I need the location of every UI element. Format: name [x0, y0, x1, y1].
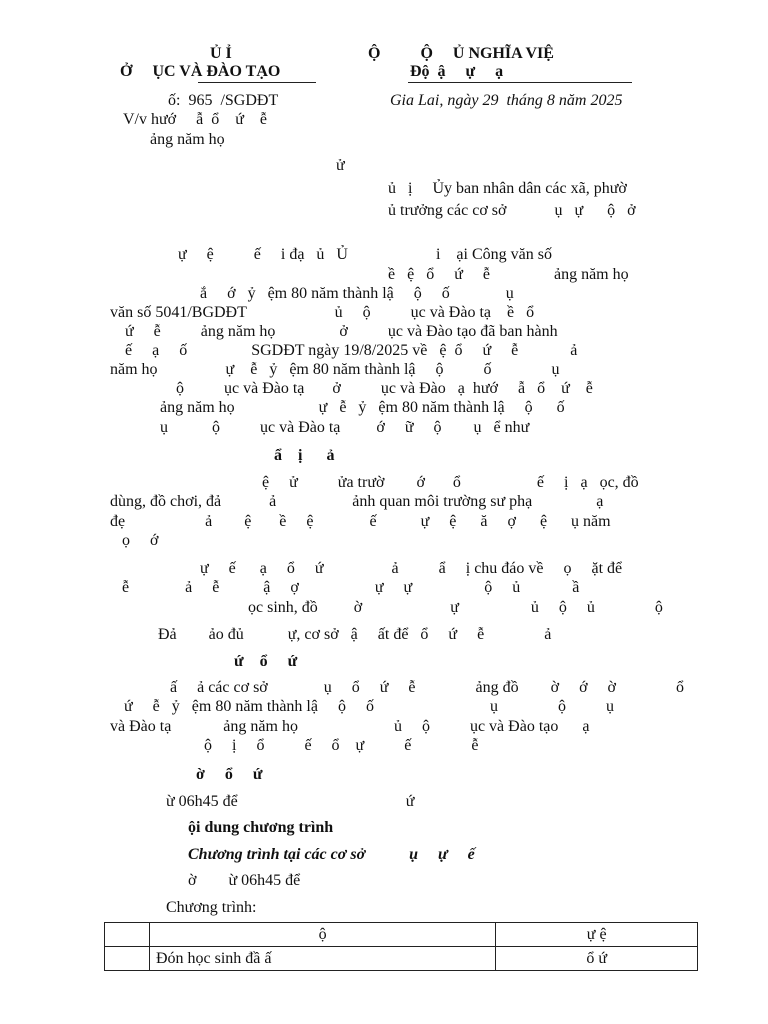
section-d-line: ứ ễ ỷ ệm 80 năm thành lậ ộ ố ụ ộ ụ [124, 698, 614, 715]
document-date: Gia Lai, ngày 29 tháng 8 năm 2025 [390, 92, 623, 109]
section-c-line: Đả ảo đủ ự, cơ sở ậ ất để ổ ứ ễ ả [158, 626, 552, 643]
motto-underline [408, 82, 632, 83]
body-line: ắ ớ ỷ ệm 80 năm thành lậ ộ ố ụ [200, 285, 514, 302]
section-d-line: ộ ị ổ ế ổ ự ế ễ [204, 737, 479, 754]
table-header-cell: ộ [149, 923, 495, 947]
section-b-line: ự ế ạ ổ ứ ả ẩ ị chu đáo về ọ ặt để [200, 560, 623, 577]
section-a-line: ọ ớ [122, 532, 159, 549]
addressee-line-2: ủ trưởng các cơ sở ụ ự ộ ở [388, 202, 636, 219]
program-table [104, 922, 698, 971]
table-cell: ổ ứ [496, 947, 698, 971]
agency-line-1: Ủ Ỉ [210, 45, 232, 62]
section-b-line: ễ ả ễ ậ ợ ự ự ộ ủ ầ [122, 579, 580, 596]
table-header-cell [105, 923, 150, 947]
subject-line-1: V/v hướ ẫ ổ ứ ễ [123, 111, 268, 128]
table-header-row [105, 923, 698, 947]
body-line: năm họ ự ễ ỷ ệm 80 năm thành lậ ộ ố ụ [110, 361, 560, 378]
section-b-line: ọc sinh, đồ ờ ự ủ ộ ủ ộ [248, 599, 663, 616]
table-header-cell: ự ệ [496, 923, 698, 947]
section-a-line: đẹ ả ệ ề ệ ế ự ệ ă ợ ệ ụ năm [110, 513, 611, 530]
section-e-title: ờ ổ ứ [196, 766, 263, 783]
addressee-label: ử [336, 157, 345, 174]
section-a-line: ệ ử ửa trườ ớ ổ ế ị ạ ọc, đồ [262, 474, 639, 491]
program-label: Chương trình: [166, 899, 257, 916]
program-time: ờ ừ 06h45 để [188, 872, 301, 889]
section-a-line: dùng, đồ chơi, đả ả ảnh quan môi trường sư phạ ạ [110, 493, 604, 510]
table-cell [105, 947, 150, 971]
addressee-line-1: ủ ị Ủy ban nhân dân các xã, phườ [388, 180, 627, 197]
subject-line-2: ảng năm họ [150, 131, 225, 148]
body-line: văn số 5041/BGDĐT ủ ộ ục và Đào tạ ề ổ [110, 304, 535, 321]
agency-line-2: Ở ỤC VÀ ĐÀO TẠO [120, 63, 281, 80]
section-a-title: ẩ ị ả [274, 447, 335, 464]
section-d-line: và Đào tạ ảng năm họ ủ ộ ục và Đào tạo ạ [110, 718, 590, 735]
document-number: ố: 965 /SGDĐT [168, 92, 279, 109]
body-line: ảng năm họ ự ễ ỷ ệm 80 năm thành lậ ộ ố [160, 399, 565, 416]
agency-underline [198, 82, 316, 83]
section-d-title: ứ ổ ứ [234, 653, 298, 670]
body-line: ế ạ ố SGDĐT ngày 19/8/2025 về ệ ổ ứ ễ ả [125, 342, 578, 359]
body-line: ụ ộ ục và Đào tạ ớ ữ ộ ụ ể như [160, 419, 530, 436]
body-line: ề ệ ổ ứ ễ ảng năm họ [388, 266, 629, 283]
national-motto: Độ ậ ự ạ [410, 63, 504, 80]
section-e-line: ừ 06h45 để ứ [166, 793, 415, 810]
national-title: Ộ Ộ Ủ NGHĨA VIỆ [368, 45, 554, 62]
program-subtitle: Chương trình tại các cơ sở ụ ự ế [188, 846, 475, 863]
table-row [105, 947, 698, 971]
body-line: ự ệ ế i đạ ủ Ủ i ại Công văn số [178, 246, 552, 263]
program-title: ội dung chương trình [188, 819, 334, 836]
body-line: ứ ễ ảng năm họ ở ục và Đào tạo đã ban hành [125, 323, 558, 340]
table-cell: Đón học sinh đầ ấ [149, 947, 495, 971]
body-line: ộ ục và Đào tạ ở ục và Đào ạ hướ ẫ ổ ứ ễ [176, 380, 593, 397]
section-d-line: ấ ả các cơ sở ụ ổ ứ ễ ảng đồ ờ ớ ờ ổ [170, 679, 685, 696]
